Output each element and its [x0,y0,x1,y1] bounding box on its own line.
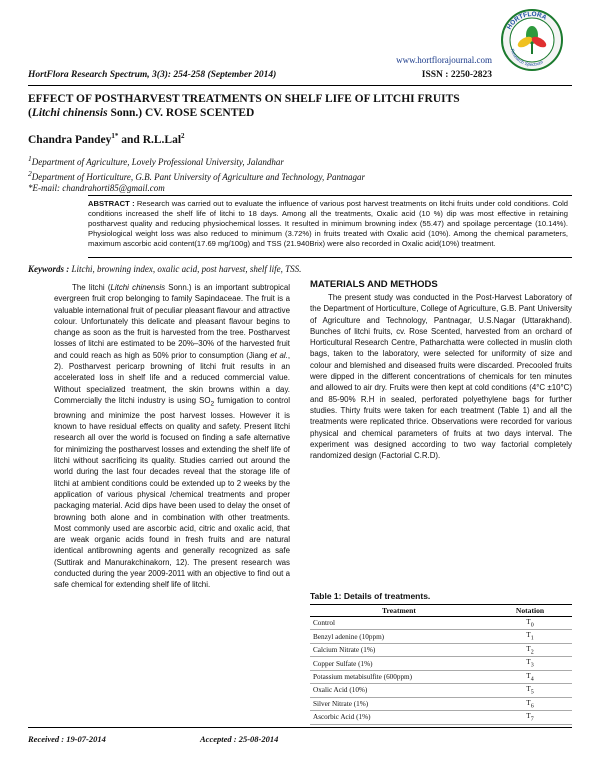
notation-subscript: 5 [530,689,534,696]
abstract [88,199,568,249]
affiliation-email [28,183,165,193]
author-2-sup: 2 [181,132,185,140]
authors [28,132,185,146]
treatment-cell: Potassium metabisulfite (600ppm) [310,670,488,683]
abstract-label: ABSTRACT : [88,199,135,208]
keywords [28,264,573,274]
intro-etal: et al. [270,350,288,360]
table-header-treatment: Treatment [310,605,488,617]
author-1: Chandra Pandey [28,133,112,146]
intro-species: Litchi chinensis [110,283,166,292]
notation-subscript: 6 [530,703,534,710]
author-1-sup: 1* [111,132,119,140]
intro-text-d: fumigation to control browning and minimize the post harvest losses. However it is known to have residual effects on quality and safety. Present litchi research all over the world is focused on finding a safe alternative for minimizing the postharvest losses and extending the shelf life of litchi without sacrificing its quality. Studies carried out around the world during the last four decades reveal that the storage life of litchi at ambient conditions could be extended up to 2 weeks by the application of various physical /chemical treatments and proper packaging material. Acid dips have been used to delay the onset of browning both alone and in combination with other treatments. Most commonly used are ascorbic acid, citric and oxalic acid, that are weak organic acids found in fresh fruits and are natural identical antibrowning agents and generally recognized as safe (Suttirak and Manurakchinakorn, 12). The present research was conducted during the year 2009-2011 with an objective to find out a safe chemical for extending shelf life of litchi. [54,395,290,590]
keywords-label: Keywords : [28,264,70,274]
table-caption: Table 1: Details of treatments. [310,591,431,601]
footer-rule [28,727,572,728]
affiliation-email-text[interactable]: E-mail: chandrahorti85@gmail.com [32,183,165,193]
introduction-paragraph [54,282,290,591]
treatment-cell: Calcium Nitrate (1%) [310,643,488,656]
intro-text-c: , 2). Postharvest pericarp browning of litchi fruit results in an accelerated loss in shelf life and a reduced commercial value. Without specialized treatment, the skin browns within a day. Commercially the litchi industry is using SO [54,350,291,405]
svg-text:HORTFLORA: HORTFLORA [505,10,548,31]
notation-subscript: 2 [530,649,534,656]
notation-subscript: 0 [530,622,534,629]
svg-text:Research Spectrum: Research Spectrum [509,48,544,68]
treatment-cell: Ascorbic Acid (1%) [310,711,488,724]
table-row [310,617,572,630]
paper-title [28,92,573,120]
treatment-cell: Silver Nitrate (1%) [310,697,488,710]
table-row [310,657,572,670]
journal-logo-icon [500,8,564,72]
notation-subscript: 7 [530,716,534,723]
notation-cell: $T_3$ [488,657,572,670]
table-row [310,643,572,656]
abstract-top-rule [88,195,572,196]
table-row [310,670,572,683]
title-species: Litchi chinensis [31,107,108,119]
title-line-1: EFFECT OF POSTHARVEST TREATMENTS ON SHELF LIFE OF LITCHI FRUITS [28,93,460,105]
notation-cell: $T_5$ [488,684,572,697]
title-line-2-rest: Sonn.) CV. ROSE SCENTED [107,107,255,119]
notation-cell: $T_2$ [488,643,572,656]
table-header-row [310,605,572,617]
affiliation-2-text: Department of Horticulture, G.B. Pant University of Agriculture and Technology, Pantnagar [31,172,366,182]
notation-cell: $T_4$ [488,670,572,683]
treatments-table [310,604,572,725]
affiliation-1-text: Department of Agriculture, Lovely Professional University, Jalandhar [31,157,284,167]
methods-heading: MATERIALS AND METHODS [310,279,438,290]
affiliation-2-sup: 2 [28,169,32,178]
treatment-cell: Oxalic Acid (10%) [310,684,488,697]
table-row [310,711,572,724]
notation-cell: $T_1$ [488,630,572,643]
author-2: R.L.Lal [142,133,182,146]
introduction-column [54,282,290,591]
abstract-bottom-rule [88,257,572,258]
table-row [310,684,572,697]
treatment-cell: Control [310,617,488,630]
table-row [310,697,572,710]
journal-url[interactable]: www.hortflorajournal.com [396,55,492,65]
title-line-2: (Litchi chinensis Sonn.) CV. ROSE SCENTED [28,107,255,119]
issn: ISSN : 2250-2823 [421,70,492,80]
methods-paragraph: The present study was conducted in the Post-Harvest Laboratory of the Department of Horticulture, College of Agriculture, G.B. Pant University of Agriculture and Technology, Pantnagar, U.S.Nagar (Uttarakhand). Bunches of litchi fruits, cv. Rose Scented, harvested from an orchard of Horticultural Research Centre, Patharchatta were collected in muslin cloth bags, taken to the laboratory, were selected for uniformity of size and colour and blemished and diseased fruits were discarded. Precooled fruits were dipped in the different concentrations of chemicals for ten minutes and allowed to air dry. Fruits were then kept at cold conditions (4°C ±10°C) and 85-90% R.H in sealed, perforated polyethylene bags for further studies. Thirty fruits were taken for each treatment (Table 1) and all the treatments were replicated thrice. Observations were recorded for various physical and chemical parameters of fruits at two days interval. The experiment was designed according to two way factorial completely randomized design (Factorial C.R.D). [310,293,572,461]
intro-text-b: Sonn.) is an important subtropical evergreen fruit crop belonging to family Sapindaceae. The fruit is a valuable international fruit of peculiar pleasant flavour and attractive colour. Unfortunately this delicate and pleasant flavour begins to change as soon as the fruit is harvested from the tree. Postharvest losses of litchi are estimated to be 20%–30% of the harvested fruit and could reach as high as 50% prior to consumption (Jiang [54,283,290,360]
notation-subscript: 1 [530,635,534,642]
table-header-notation: Notation [488,605,572,617]
treatment-cell: Copper Sulfate (1%) [310,657,488,670]
accepted-date: Accepted : 25-08-2014 [200,734,279,744]
notation-cell: $T_0$ [488,617,572,630]
treatment-cell: Benzyl adenine (10ppm) [310,630,488,643]
table-row [310,630,572,643]
table-body [310,617,572,725]
notation-cell: $T_6$ [488,697,572,710]
notation-cell: $T_7$ [488,711,572,724]
notation-subscript: 4 [530,676,534,683]
journal-citation: HortFlora Research Spectrum, 3(3): 254-258 (September 2014) [28,70,277,80]
affiliation-email-sup: * [28,183,33,193]
abstract-text: Research was carried out to evaluate the influence of various post harvest treatments on litchi fruits under cold conditions. Cold conditions increased the shelf life of litchi to 18 days. Among all the treatments, Oxalic acid (10 %) dip was most effective in retaining postharvest quality and reducing physiochemical losses. It resulted in minimum browning index (55.47) and spoilage percentage (10.14%). Physiological weight loss was also reduced to minimum (3.72%) in fruits treated with Oxalic acid (10%). Among the chemical parameters, maximum ascorbic acid content(17.69 mg/100g) and TSS (21.940Brix) were also recorded in Oxalic acid(10%) treatment. [88,199,568,249]
received-date: Received : 19-07-2014 [28,734,106,744]
intro-text-a: The litchi ( [72,283,111,292]
affiliation-1 [28,154,284,167]
affiliation-2 [28,169,365,182]
notation-subscript: 3 [530,662,534,669]
author-and: and [118,133,143,146]
keywords-text: Litchi, browning index, oxalic acid, post harvest, shelf life, TSS. [69,264,302,274]
affiliation-1-sup: 1 [28,154,32,163]
intro-sub: 2 [210,400,215,408]
methods-column [310,292,572,461]
header-rule [28,85,572,86]
